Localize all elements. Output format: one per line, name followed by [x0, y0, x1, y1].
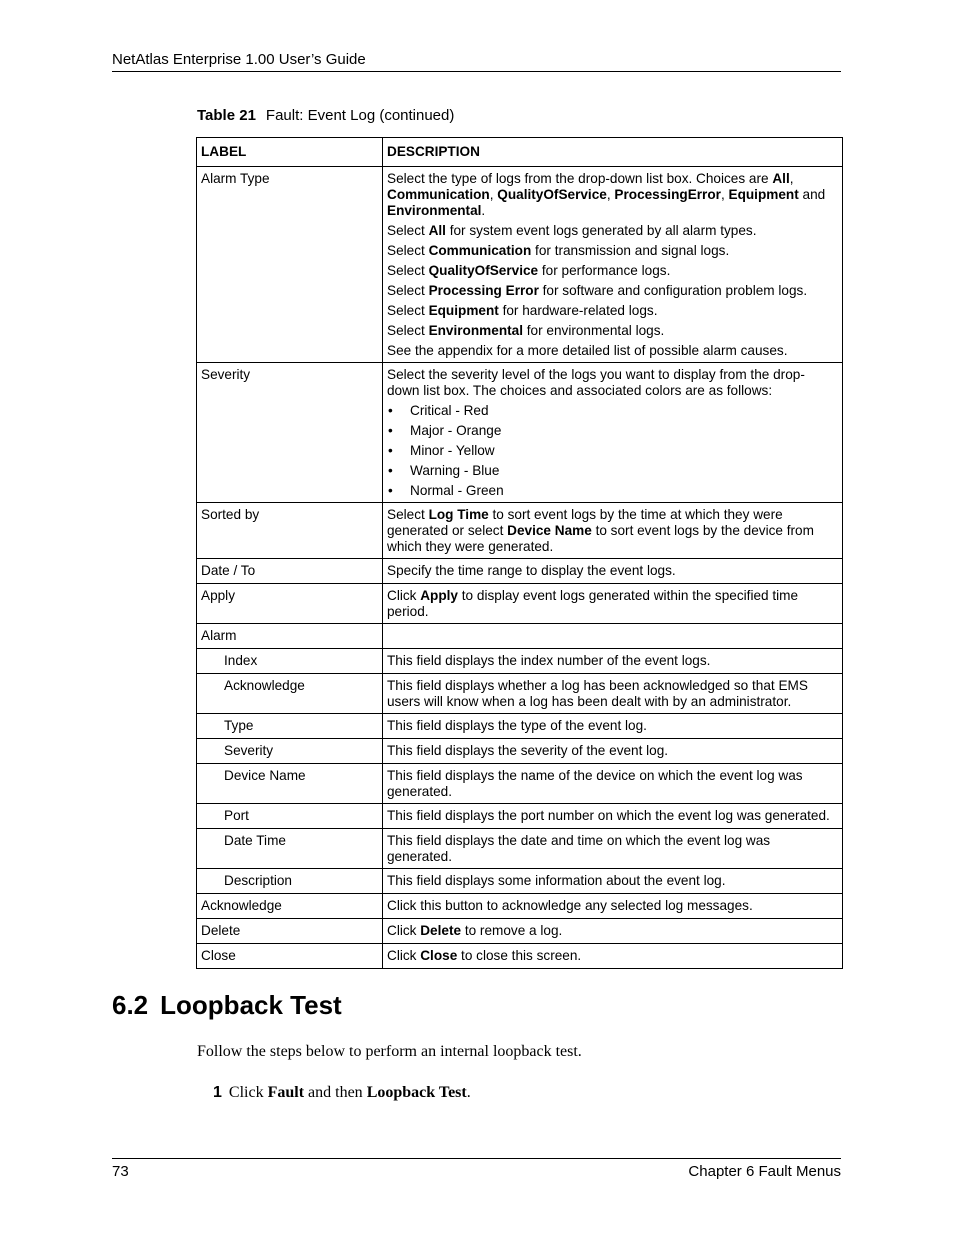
table-row — [197, 944, 843, 969]
text: Select the type of logs from the drop-down list box. Choices are — [387, 171, 773, 186]
table-row — [197, 829, 843, 869]
text: to close this screen. — [457, 948, 582, 963]
text: to sort event logs by the time at which they were generated or select — [387, 507, 783, 538]
table-row — [197, 559, 843, 584]
page-number: 73 — [112, 1163, 129, 1180]
text: to sort event logs by the device from which they were generated. — [387, 523, 814, 554]
text: for environmental logs. — [522, 323, 665, 338]
row-desc-alarm — [383, 624, 843, 649]
row-label-port: Port — [197, 804, 383, 829]
bold-term: Environmental — [387, 203, 482, 218]
section-intro: Follow the steps below to perform an internal loopback test. — [197, 1043, 582, 1060]
description-column-header: DESCRIPTION — [383, 138, 843, 167]
row-desc-acknowledge-field: This field displays whether a log has been acknowledged so that EMS users will know when a log has been dealt with by an administrator. — [383, 674, 843, 714]
text: Select — [387, 507, 429, 522]
row-desc-acknowledge-button: Click this button to acknowledge any selected log messages. — [383, 894, 843, 919]
text: for performance logs. — [538, 263, 671, 278]
text: for software and configuration problem logs. — [538, 283, 808, 298]
row-desc-severity — [383, 363, 843, 503]
bullet-item: • Warning - Blue — [387, 463, 837, 479]
row-desc-apply — [383, 584, 843, 624]
text: , — [606, 187, 615, 202]
table-header-row — [197, 138, 843, 167]
bold-term: All — [772, 171, 790, 186]
chapter-title: Chapter 6 Fault Menus — [688, 1163, 841, 1180]
text: Select — [387, 283, 429, 298]
row-label-alarm: Alarm — [197, 624, 383, 649]
bold-term: QualityOfService — [497, 187, 607, 202]
table-row — [197, 674, 843, 714]
text: to remove a log. — [461, 923, 563, 938]
table-caption — [197, 107, 454, 124]
bold-term: Device Name — [507, 523, 592, 538]
row-desc-severity-field: This field displays the severity of the event log. — [383, 739, 843, 764]
desc-paragraph: Select the severity level of the logs you want to display from the drop-down list box. The choices and associated colors are as follows: — [387, 367, 805, 398]
table-row — [197, 584, 843, 624]
bold-term: Equipment — [728, 187, 799, 202]
section-title: Loopback Test — [160, 990, 342, 1020]
row-desc-date-to: Specify the time range to display the event logs. — [383, 559, 843, 584]
row-desc-description: This field displays some information about the event log. — [383, 869, 843, 894]
bullet-item: • Normal - Green — [387, 483, 837, 499]
row-desc-close — [383, 944, 843, 969]
desc-paragraph — [387, 303, 837, 319]
row-label-description: Description — [197, 869, 383, 894]
text: Click — [387, 588, 421, 603]
text: for hardware-related logs. — [498, 303, 658, 318]
table-row — [197, 764, 843, 804]
row-desc-date-time: This field displays the date and time on which the event log was generated. — [383, 829, 843, 869]
row-label-delete: Delete — [197, 919, 383, 944]
row-label-sorted-by: Sorted by — [197, 503, 383, 559]
bold-term: All — [428, 223, 446, 238]
bullet-item: • Critical - Red — [387, 403, 837, 419]
row-desc-port: This field displays the port number on which the event log was generated. — [383, 804, 843, 829]
row-label-acknowledge-button: Acknowledge — [197, 894, 383, 919]
text: Select — [387, 223, 429, 238]
bold-term: ProcessingError — [614, 187, 721, 202]
bold-term: Log Time — [428, 507, 489, 522]
desc-paragraph: See the appendix for a more detailed list of possible alarm causes. — [387, 343, 788, 358]
row-label-device-name: Device Name — [197, 764, 383, 804]
bold-term: Communication — [387, 187, 490, 202]
event-log-table — [196, 137, 843, 969]
table-number: Table 21 — [197, 107, 256, 124]
page-footer — [112, 1158, 841, 1180]
table-row — [197, 714, 843, 739]
bold-term: Apply — [420, 588, 458, 603]
bold-term: Loopback Test — [366, 1084, 467, 1101]
table-row — [197, 894, 843, 919]
row-label-alarm-type: Alarm Type — [197, 167, 383, 363]
text: for system event logs generated by all alarm types. — [445, 223, 757, 238]
row-label-apply: Apply — [197, 584, 383, 624]
bold-term: QualityOfService — [428, 263, 539, 278]
step-item — [213, 1084, 471, 1102]
text: Select — [387, 323, 429, 338]
text: for transmission and signal logs. — [531, 243, 730, 258]
text: Click — [387, 948, 421, 963]
row-label-acknowledge-field: Acknowledge — [197, 674, 383, 714]
desc-paragraph — [387, 243, 837, 259]
text: Select — [387, 243, 429, 258]
row-desc-device-name: This field displays the name of the device on which the event log was generated. — [383, 764, 843, 804]
label-column-header: LABEL — [197, 138, 383, 167]
row-label-date-time: Date Time — [197, 829, 383, 869]
text: . — [466, 1084, 471, 1101]
desc-paragraph — [387, 323, 837, 339]
step-number: 1 — [213, 1084, 222, 1101]
text: to display event logs generated within the specified time period. — [387, 588, 799, 619]
bold-term: Close — [420, 948, 458, 963]
bullet-item: • Major - Orange — [387, 423, 837, 439]
table-row — [197, 363, 843, 503]
desc-paragraph — [387, 171, 837, 219]
bold-term: Communication — [428, 243, 532, 258]
bold-term: Processing Error — [428, 283, 539, 298]
text: and — [798, 187, 826, 202]
table-title: Fault: Event Log (continued) — [265, 107, 455, 124]
bold-term: Equipment — [428, 303, 499, 318]
text: Click — [387, 923, 421, 938]
section-number: 6.2 — [112, 990, 149, 1020]
text: , — [489, 187, 498, 202]
text: Click — [228, 1084, 268, 1101]
desc-paragraph — [387, 283, 837, 299]
table-row — [197, 649, 843, 674]
table-row — [197, 804, 843, 829]
bullet-item: • Minor - Yellow — [387, 443, 837, 459]
row-label-severity-field: Severity — [197, 739, 383, 764]
table-row — [197, 167, 843, 363]
bold-term: Delete — [420, 923, 462, 938]
row-label-date-to: Date / To — [197, 559, 383, 584]
bold-term: Environmental — [428, 323, 523, 338]
running-header: NetAtlas Enterprise 1.00 User’s Guide — [112, 51, 841, 72]
text: . — [481, 203, 486, 218]
text: , — [789, 171, 794, 186]
desc-paragraph — [387, 263, 837, 279]
row-desc-index: This field displays the index number of the event logs. — [383, 649, 843, 674]
row-desc-delete — [383, 919, 843, 944]
row-label-close: Close — [197, 944, 383, 969]
table-row — [197, 919, 843, 944]
text: Select — [387, 303, 429, 318]
table-row — [197, 739, 843, 764]
table-row — [197, 624, 843, 649]
bold-term: Fault — [267, 1084, 305, 1101]
row-label-severity: Severity — [197, 363, 383, 503]
text: , — [720, 187, 729, 202]
text: and then — [304, 1084, 367, 1101]
row-label-type: Type — [197, 714, 383, 739]
row-label-index: Index — [197, 649, 383, 674]
desc-paragraph — [387, 223, 837, 239]
row-desc-alarm-type — [383, 167, 843, 363]
row-desc-type: This field displays the type of the event log. — [383, 714, 843, 739]
table-row — [197, 869, 843, 894]
table-row — [197, 503, 843, 559]
text: Select — [387, 263, 429, 278]
row-desc-sorted-by — [383, 503, 843, 559]
section-heading — [112, 990, 342, 1021]
